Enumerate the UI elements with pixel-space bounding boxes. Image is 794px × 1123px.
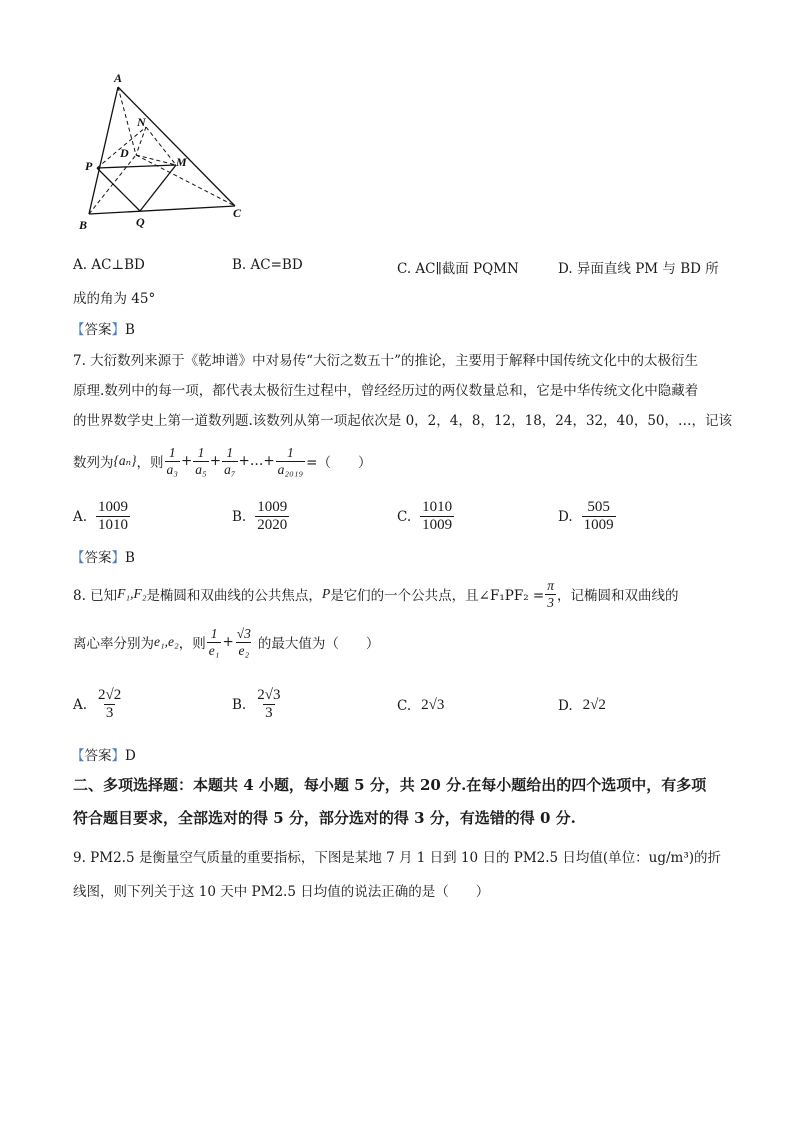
answer-label: 答案 xyxy=(84,322,112,338)
q6-option-d[interactable]: D. 异面直线 PM 与 BD 所 xyxy=(558,261,719,277)
edge-ad xyxy=(118,87,136,155)
label-a: A xyxy=(114,71,123,85)
q7-line4-mid: ，则 xyxy=(136,455,164,472)
edge-bc xyxy=(89,206,235,214)
label-d: D xyxy=(120,146,129,160)
q9-line-2: 线图，则下列关于这 10 天中 PM2.5 日均值的说法正确的是（ ） xyxy=(73,884,490,900)
q7-option-d[interactable]: D. $\frac{505}{1009}$ xyxy=(558,499,614,534)
segment-pm xyxy=(97,165,176,168)
q8-expr-frac-2: $\frac{√3}{\text{e₂}}$ xyxy=(236,626,251,658)
section-2-heading-line-1: 二、多项选择题：本题共 4 小题，每小题 5 分，共 20 分.在每小题给出的四个选项中，有多项 xyxy=(73,776,707,794)
edge-ab xyxy=(89,87,118,214)
answer-value: B xyxy=(125,322,135,338)
answer-value: B xyxy=(125,550,135,566)
q7-term-frac-1: $\frac{1}{\text{a₃}}$ xyxy=(166,445,178,477)
segment-qm xyxy=(140,165,176,211)
q7-answer: 【答案】B xyxy=(71,550,135,566)
answer-value: D xyxy=(125,748,136,764)
q7-option-c[interactable]: C. $\frac{1010}{1009}$ xyxy=(397,499,453,534)
label-q: Q xyxy=(136,215,145,229)
q7-line4-prefix: 数列为 xyxy=(73,455,114,472)
q8-option-c[interactable]: C. 2√3 xyxy=(397,697,445,714)
q8-expr-frac-1: $\frac{1}{\text{e₁}}$ xyxy=(208,626,220,658)
q6-option-a[interactable]: A. AC⊥BD xyxy=(73,257,145,273)
q7-line4-suffix: =（ ） xyxy=(306,455,372,472)
q8-option-d[interactable]: D. 2√2 xyxy=(558,697,606,714)
q6-answer: 【答案】B xyxy=(71,322,135,338)
tetrahedron-figure xyxy=(70,65,260,235)
segment-nm xyxy=(146,127,176,165)
q8-line-1: 8. 已知 F₁,F₂ 是椭圆和双曲线的公共焦点， P 是它们的一个公共点，且∠F₁PF₂ = $\frac{\pi}{3}$ ，记椭圆和双曲线的 xyxy=(73,578,679,610)
q7-option-b[interactable]: B. $\frac{1009}{2020}$ xyxy=(232,499,288,534)
q7-line-2: 原理.数列中的每一项，都代表太极衍生过程中，曾经经历过的两仪数量总和，它是中华传统文化中隐藏着 xyxy=(73,383,699,399)
q7-ellipsis: … xyxy=(249,453,264,470)
q8-eccentricities: e₁,e₂ xyxy=(154,634,179,650)
label-c: C xyxy=(233,206,242,220)
q7-term-frac-3: $\frac{1}{\text{a₇}}$ xyxy=(224,445,236,477)
q7-option-a[interactable]: A. $\frac{1009}{1010}$ xyxy=(73,499,129,534)
q7-term-frac-2: $\frac{1}{\text{a₅}}$ xyxy=(195,445,207,477)
q7-line-4: 数列为 {aₙ} ，则 $\frac{1}{\text{a₃}}$ + $\frac{1}{\text{a₅}}$ + $\frac{1}{\text{a₇}}$ + … + $\frac{1}{\text{a₂₀₁₉}}$ =（ ） xyxy=(73,445,372,477)
q8-option-b[interactable]: B. $\frac{2√3}{3}$ xyxy=(232,687,281,722)
section-2-heading-line-2: 符合题目要求，全部选对的得 5 分，部分选对的得 3 分，有选错的得 0 分. xyxy=(73,809,576,827)
q7-sequence-name: {aₙ} xyxy=(113,453,137,469)
q8-point: P xyxy=(321,586,331,602)
q8-foci: F₁,F₂ xyxy=(117,586,147,602)
segment-pq xyxy=(97,168,140,211)
q6-option-d-continued: 成的角为 45° xyxy=(73,291,156,307)
edge-ac xyxy=(118,87,235,206)
q6-option-c[interactable]: C. AC∥截面 PQMN xyxy=(397,261,519,277)
q6-option-b[interactable]: B. AC=BD xyxy=(232,257,303,273)
label-n: N xyxy=(137,115,146,129)
q9-line-1: 9. PM2.5 是衡量空气质量的重要指标，下图是某地 7 月 1 日到 10 日的 PM2.5 日均值(单位：ug/m³)的折 xyxy=(73,850,722,866)
q7-term-frac-4: $\frac{1}{\text{a₂₀₁₉}}$ xyxy=(277,445,304,477)
label-p: P xyxy=(85,159,93,173)
answer-label: 答案 xyxy=(84,748,112,764)
segment-dm xyxy=(136,155,176,165)
q8-answer: 【答案】D xyxy=(71,748,136,764)
label-b: B xyxy=(79,218,88,232)
q8-line-2: 离心率分别为 e₁,e₂ ，则 $\frac{1}{\text{e₁}}$ + $\frac{√3}{\text{e₂}}$ 的最大值为（ ） xyxy=(73,626,380,658)
label-m: M xyxy=(176,155,187,169)
q8-angle-frac: $\frac{\pi}{3}$ xyxy=(547,578,555,610)
answer-label: 答案 xyxy=(84,550,112,566)
q8-option-a[interactable]: A. $\frac{2√2}{3}$ xyxy=(73,687,122,722)
q7-line-3: 的世界数学史上第一道数列题.该数列从第一项起依次是 0，2，4，8，12，18，24，32，40，50，…，记该 xyxy=(73,413,733,429)
q7-line-1: 7. 大衍数列来源于《乾坤谱》中对易传“大衍之数五十”的推论，主要用于解释中国传统文化中的太极衍生 xyxy=(73,353,698,369)
